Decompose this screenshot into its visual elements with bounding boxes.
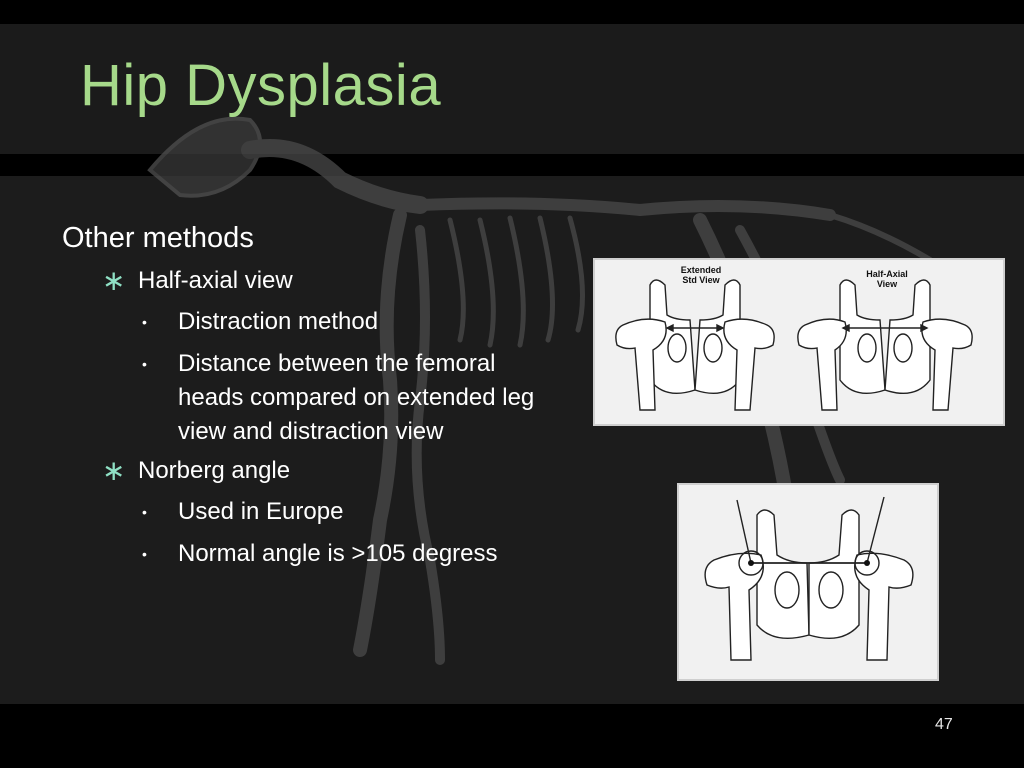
list-item xyxy=(62,347,582,449)
heading-other-methods: Other methods xyxy=(62,222,254,254)
section-label: Norberg angle xyxy=(138,457,291,484)
slide-title: Hip Dysplasia xyxy=(80,53,442,118)
pelvis-comparison-figure xyxy=(593,258,1005,426)
list-item-text: Normal angle is >105 degress xyxy=(178,540,498,567)
label-extended: Extended xyxy=(680,265,722,275)
label-std-view: Std View xyxy=(682,275,720,285)
section-norberg-angle xyxy=(62,454,582,487)
norberg-angle-figure xyxy=(677,483,939,681)
bullet-dot-icon: • xyxy=(142,314,147,330)
label-view: View xyxy=(876,279,898,289)
list-item xyxy=(62,537,582,571)
section-label: Half-axial view xyxy=(138,267,293,294)
page-number: 47 xyxy=(935,716,953,733)
bullet-content xyxy=(62,222,582,579)
asterisk-bullet-icon: ∗ xyxy=(102,454,126,487)
pelvis-comparison-diagram xyxy=(595,260,1003,424)
label-half-axial: Half-Axial xyxy=(866,269,908,279)
asterisk-bullet-icon: ∗ xyxy=(102,264,126,297)
bullet-dot-icon: • xyxy=(142,504,147,520)
list-item-text: Distance between the femoral heads compared on extended leg view and distraction view xyxy=(178,350,535,445)
section-half-axial-view xyxy=(62,264,582,297)
bullet-dot-icon: • xyxy=(142,356,147,372)
list-item-text: Used in Europe xyxy=(178,498,344,525)
norberg-angle-diagram xyxy=(679,485,937,679)
list-item-text: Distraction method xyxy=(178,308,379,335)
bullet-dot-icon: • xyxy=(142,546,147,562)
list-item xyxy=(62,495,582,529)
list-item xyxy=(62,305,582,339)
